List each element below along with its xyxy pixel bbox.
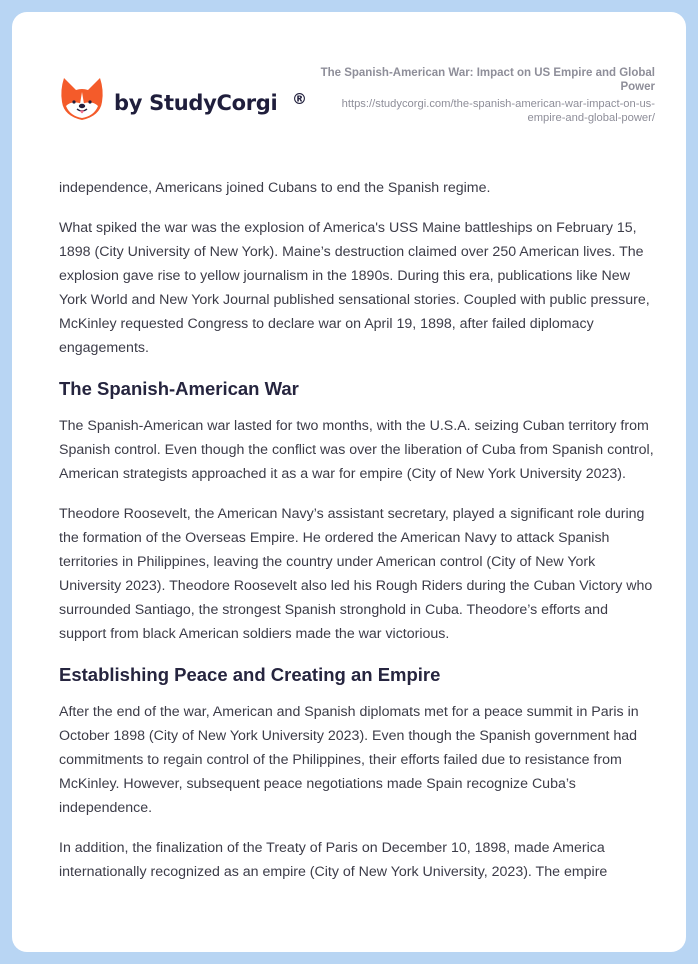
studycorgi-logo[interactable] (60, 76, 307, 122)
document-card (12, 12, 686, 952)
page-header (12, 12, 686, 152)
paragraph: The Spanish-American war lasted for two months, with the U.S.A. seizing Cuban territory from Spanish control. Even though the conflict was over the liberation of Cuba from Spanish control, American strategists approached it as a war for empire (City of New York University 2023). (59, 418, 654, 482)
document-title: The Spanish-American War: Impact on US Empire and Global Power (320, 67, 655, 93)
section-heading: Establishing Peace and Creating an Empire (59, 664, 441, 685)
section-heading: The Spanish-American War (59, 378, 299, 399)
document-meta (305, 66, 655, 125)
paragraph: What spiked the war was the explosion of America's USS Maine battleships on February 15, 1898 (City University of New York). Maine’s destruction claimed over 250 American lives. The explosion gave rise to yellow journalism in the 1890s. During this era, publications like New York World and New York Journal published sensational stories. Coupled with public pressure, McKinley requested Congress to declare war on April 19, 1898, after failed diplomacy engagements. (59, 220, 650, 356)
document-url[interactable]: https://studycorgi.com/the-spanish-american-war-impact-on-us-empire-and-global-power/ (341, 98, 655, 124)
paragraph: independence, Americans joined Cubans to end the Spanish regime. (59, 180, 491, 196)
registered-mark: ® (292, 90, 307, 108)
brand-name: by StudyCorgi (114, 91, 278, 115)
corgi-head-icon (60, 76, 104, 122)
paragraph: After the end of the war, American and Spanish diplomats met for a peace summit in Paris in October 1898 (City of New York University 2023). Even though the Spanish government had commitments to regain control of the Philippines, their efforts failed due to resistance from McKinley. However, subsequent peace negotiations made Spain recognize Cuba’s independence. (59, 704, 639, 816)
article-body (59, 176, 659, 884)
paragraph: In addition, the finalization of the Treaty of Paris on December 10, 1898, made America internationally recognized as an empire (City of New York University, 2023). The empire (59, 840, 608, 880)
paragraph: Theodore Roosevelt, the American Navy’s assistant secretary, played a significant role during the formation of the Overseas Empire. He ordered the American Navy to attack Spanish territories in Philippines, leaving the country under American control (City of New York University 2023). Theodore Roosevelt also led his Rough Riders during the Cuban Victory who surrounded Santiago, the strongest Spanish stronghold in Cuba. Theodore’s efforts and support from black American soldiers made the war victorious. (59, 506, 653, 642)
